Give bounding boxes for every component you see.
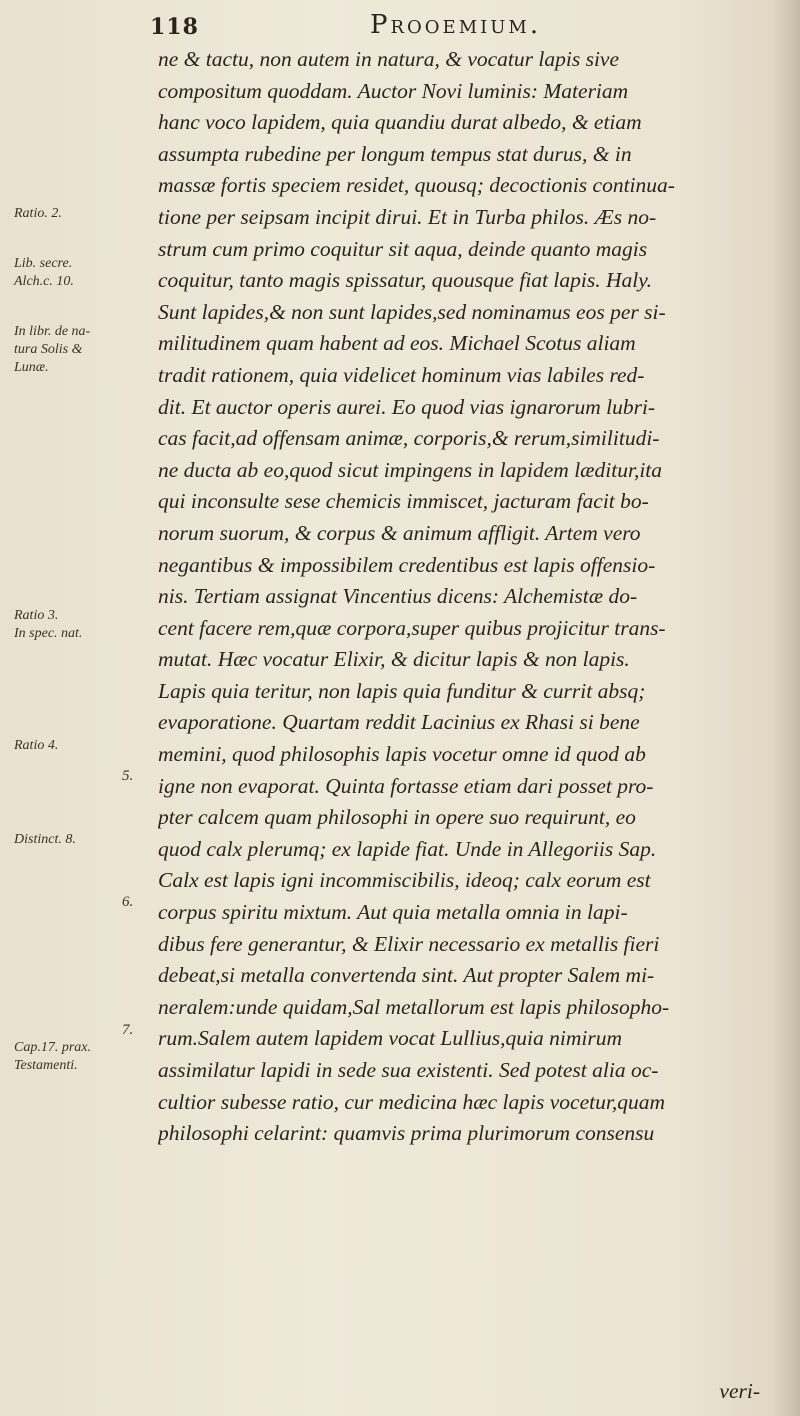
text-line: qui inconsulte sese chemicis immiscet, jacturam facit bo-	[158, 489, 649, 514]
margin-notes	[14, 0, 142, 1416]
text-line: rum.Salem autem lapidem vocat Lullius,quia nimirum	[158, 1026, 623, 1051]
text-line: strum cum primo coquitur sit aqua, deinde quanto magis	[158, 236, 648, 261]
text-line: dibus fere generantur, & Elixir necessario ex metallis fieri	[158, 931, 660, 956]
text-line: tradit rationem, quia videlicet hominum vias labiles red-	[158, 362, 645, 387]
margin-note-tura-solis: tura Solis &	[14, 342, 83, 357]
running-head: Prooemium.	[370, 10, 542, 40]
text-line: assumpta rubedine per longum tempus stat durus, & in	[158, 141, 632, 166]
text-line: Calx est lapis igni incommiscibilis, ideoq; calx eorum est	[158, 868, 651, 893]
margin-note-ratio-3: Ratio 3.	[14, 608, 59, 623]
text-line: cas facit,ad offensam animæ, corporis,& rerum,similitudi-	[158, 426, 660, 451]
text-line: tione per seipsam incipit dirui. Et in Turba philos. Æs no-	[158, 204, 657, 229]
text-line: quod calx plerumq; ex lapide fiat. Unde in Allegoriis Sap.	[158, 836, 657, 861]
margin-note-testamenti: Testamenti.	[14, 1058, 78, 1073]
margin-number-7: 7.	[122, 1022, 134, 1038]
text-line: debeat,si metalla convertenda sint. Aut propter Salem mi-	[158, 963, 655, 988]
text-line: ne ducta ab eo,quod sicut impingens in lapidem læditur,ita	[158, 457, 663, 482]
margin-note-in-spec: In spec. nat.	[14, 626, 83, 641]
margin-note-in-libr: In libr. de na-	[14, 324, 91, 339]
margin-note-cap-17: Cap.17. prax.	[14, 1040, 91, 1055]
text-line: corpus spiritu mixtum. Aut quia metalla omnia in lapi-	[158, 900, 628, 925]
margin-number-6: 6.	[122, 894, 134, 910]
text-line: cent facere rem,quæ corpora,super quibus projicitur trans-	[158, 615, 666, 640]
text-line: negantibus & impossibilem credentibus est lapis offensio-	[158, 552, 656, 577]
text-line: Lapis quia teritur, non lapis quia funditur & currit absq;	[158, 678, 646, 703]
margin-note-ratio-2: Ratio. 2.	[14, 206, 62, 221]
page-header	[150, 6, 750, 46]
margin-note-alch: Alch.c. 10.	[14, 274, 74, 289]
text-line: massæ fortis speciem residet, quousq; decoctionis continua-	[158, 173, 675, 198]
text-line: assimilatur lapidi in sede sua existenti. Sed potest alia oc-	[158, 1058, 659, 1082]
page-number: 118	[150, 14, 199, 40]
text-line: coquitur, tanto magis spissatur, quousque fiat lapis. Haly.	[158, 268, 652, 293]
text-line: igne non evaporat. Quinta fortasse etiam dari posset pro-	[158, 773, 654, 798]
margin-note-lunae: Lunæ.	[14, 360, 49, 375]
text-line: memini, quod philosophis lapis vocetur omne id quod ab	[158, 742, 646, 767]
text-line: mutat. Hæc vocatur Elixir, & dicitur lapis & non lapis.	[158, 647, 630, 672]
margin-note-lib-secre: Lib. secre.	[14, 256, 73, 271]
text-line: compositum quoddam. Auctor Novi luminis: Materiam	[158, 78, 629, 103]
main-text-block	[158, 44, 778, 1150]
text-line: dit. Et auctor operis aurei. Eo quod vias ignarorum lubri-	[158, 394, 656, 419]
text-line: evaporatione. Quartam reddit Lacinius ex Rhasi si bene	[158, 710, 640, 735]
text-line: pter calcem quam philosophi in opere suo requirunt, eo	[158, 805, 636, 830]
margin-note-ratio-4: Ratio 4.	[14, 738, 59, 753]
text-line: philosophi celarint: quamvis prima plurimorum consensu	[158, 1121, 655, 1146]
text-line: militudinem quam habent ad eos. Michael Scotus aliam	[158, 331, 636, 356]
text-line: hanc voco lapidem, quia quandiu durat albedo, & etiam	[158, 110, 642, 135]
text-line: neralem:unde quidam,Sal metallorum est lapis philosopho-	[158, 994, 670, 1019]
margin-number-5: 5.	[122, 768, 134, 784]
text-line: cultior subesse ratio, cur medicina hæc lapis vocetur,quam	[158, 1089, 665, 1114]
text-line: norum suorum, & corpus & animum affligit. Artem vero	[158, 520, 641, 545]
margin-note-distinct: Distinct. 8.	[14, 832, 76, 847]
text-line: Sunt lapides,& non sunt lapides,sed nominamus eos per si-	[158, 299, 666, 324]
text-line: ne & tactu, non autem in natura, & vocatur lapis sive	[158, 47, 620, 71]
catchword-container	[719, 1376, 760, 1408]
text-line: nis. Tertiam assignat Vincentius dicens: Alchemistæ do-	[158, 584, 638, 609]
catchword: veri-	[719, 1379, 760, 1403]
